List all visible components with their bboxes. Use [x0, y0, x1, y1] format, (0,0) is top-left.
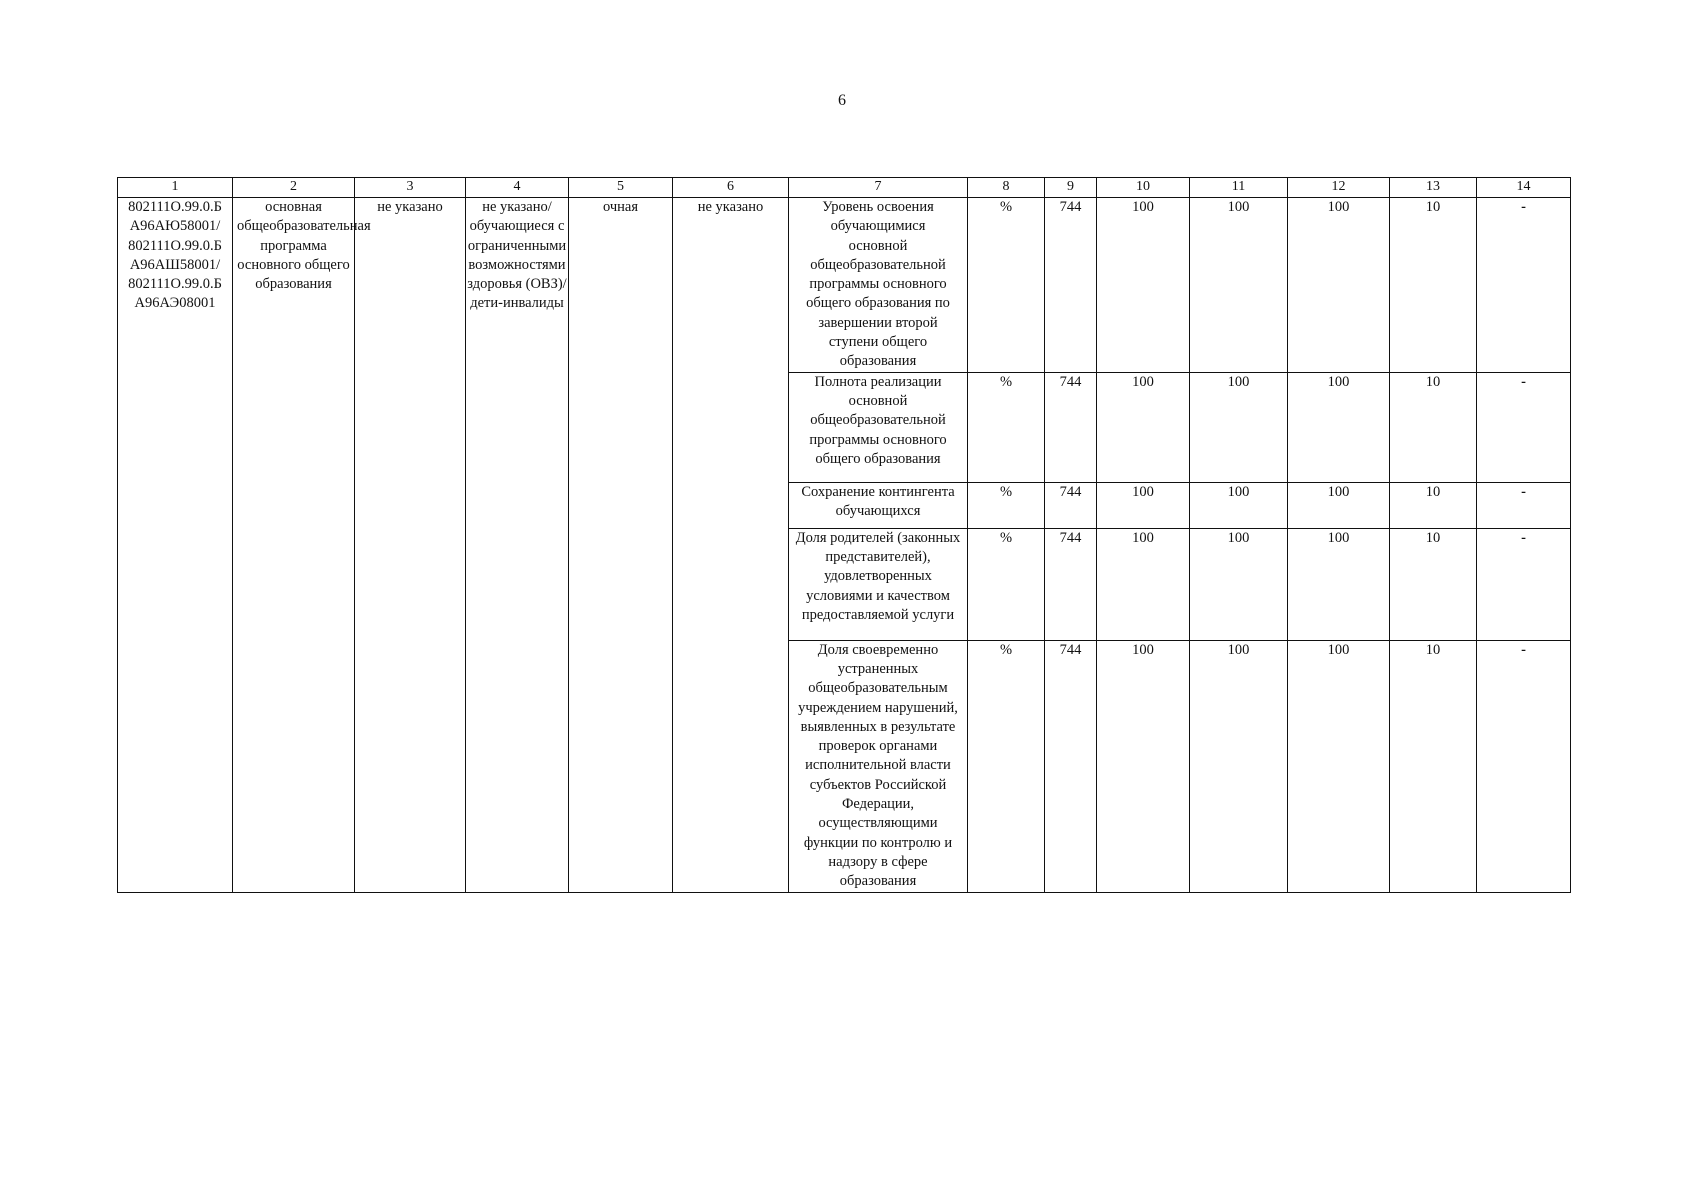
column-number-row	[118, 178, 1571, 198]
indicator-value-3: 100	[1288, 482, 1390, 528]
indicator-unit: %	[968, 372, 1045, 482]
indicator-value-1: 100	[1097, 528, 1190, 640]
quality-indicators-table	[117, 177, 1571, 893]
indicator-value-2: 100	[1190, 528, 1288, 640]
indicator-value-2: 100	[1190, 198, 1288, 373]
column-number: 4	[466, 178, 569, 198]
indicator-name: Уровень освоения обучающимися основной общеобразовательной программы основного общего образования по завершении второй ступени общего образования	[789, 198, 968, 373]
column-number: 6	[673, 178, 789, 198]
column-number: 10	[1097, 178, 1190, 198]
service-code-cell: 802111О.99.0.Б А96АЮ58001/ 802111О.99.0.Б А96АШ58001/ 802111О.99.0.Б А96АЭ08001	[118, 198, 233, 893]
indicator-name: Полнота реализации основной общеобразовательной программы основного общего образования	[789, 372, 968, 482]
indicator-value-1: 100	[1097, 198, 1190, 373]
indicator-reason: -	[1477, 528, 1571, 640]
indicator-reason: -	[1477, 372, 1571, 482]
column-number: 13	[1390, 178, 1477, 198]
form-cell: очная	[569, 198, 673, 893]
indicator-name: Доля своевременно устраненных общеобразовательным учреждением нарушений, выявленных в результате проверок органами исполнительной власти субъектов Российской Федерации, осуществляющими функции по контролю и надзору в сфере образования	[789, 640, 968, 892]
indicator-value-2: 100	[1190, 372, 1288, 482]
indicator-value-3: 100	[1288, 372, 1390, 482]
indicator-okei: 744	[1045, 640, 1097, 892]
column-number: 7	[789, 178, 968, 198]
standard-cell: не указано	[355, 198, 466, 893]
column-number: 1	[118, 178, 233, 198]
indicator-tolerance: 10	[1390, 528, 1477, 640]
indicator-row	[118, 198, 1571, 373]
indicator-value-3: 100	[1288, 198, 1390, 373]
indicator-okei: 744	[1045, 372, 1097, 482]
indicator-value-2: 100	[1190, 640, 1288, 892]
column-number: 9	[1045, 178, 1097, 198]
category-cell: не указано/ обучающиеся с ограниченными возможностями здоровья (ОВЗ)/ дети-инвалиды	[466, 198, 569, 893]
column-number: 8	[968, 178, 1045, 198]
indicator-unit: %	[968, 198, 1045, 373]
indicator-tolerance: 10	[1390, 198, 1477, 373]
indicator-reason: -	[1477, 482, 1571, 528]
indicator-value-1: 100	[1097, 482, 1190, 528]
indicator-tolerance: 10	[1390, 482, 1477, 528]
column-number: 11	[1190, 178, 1288, 198]
indicator-okei: 744	[1045, 528, 1097, 640]
stage-cell: не указано	[673, 198, 789, 893]
indicator-tolerance: 10	[1390, 640, 1477, 892]
indicator-value-3: 100	[1288, 528, 1390, 640]
program-cell: основная общеобразовательная программа основного общего образования	[233, 198, 355, 893]
indicator-okei: 744	[1045, 198, 1097, 373]
indicator-tolerance: 10	[1390, 372, 1477, 482]
indicator-name: Доля родителей (законных представителей), удовлетворенных условиями и качеством предоставляемой услуги	[789, 528, 968, 640]
page-number: 6	[838, 92, 846, 109]
indicator-unit: %	[968, 528, 1045, 640]
indicator-value-1: 100	[1097, 640, 1190, 892]
indicator-reason: -	[1477, 198, 1571, 373]
indicator-name: Сохранение контингента обучающихся	[789, 482, 968, 528]
indicator-unit: %	[968, 640, 1045, 892]
column-number: 2	[233, 178, 355, 198]
column-number: 3	[355, 178, 466, 198]
column-number: 14	[1477, 178, 1571, 198]
column-number: 12	[1288, 178, 1390, 198]
indicator-unit: %	[968, 482, 1045, 528]
indicator-value-2: 100	[1190, 482, 1288, 528]
column-number: 5	[569, 178, 673, 198]
indicator-value-1: 100	[1097, 372, 1190, 482]
indicator-value-3: 100	[1288, 640, 1390, 892]
indicator-okei: 744	[1045, 482, 1097, 528]
indicator-reason: -	[1477, 640, 1571, 892]
